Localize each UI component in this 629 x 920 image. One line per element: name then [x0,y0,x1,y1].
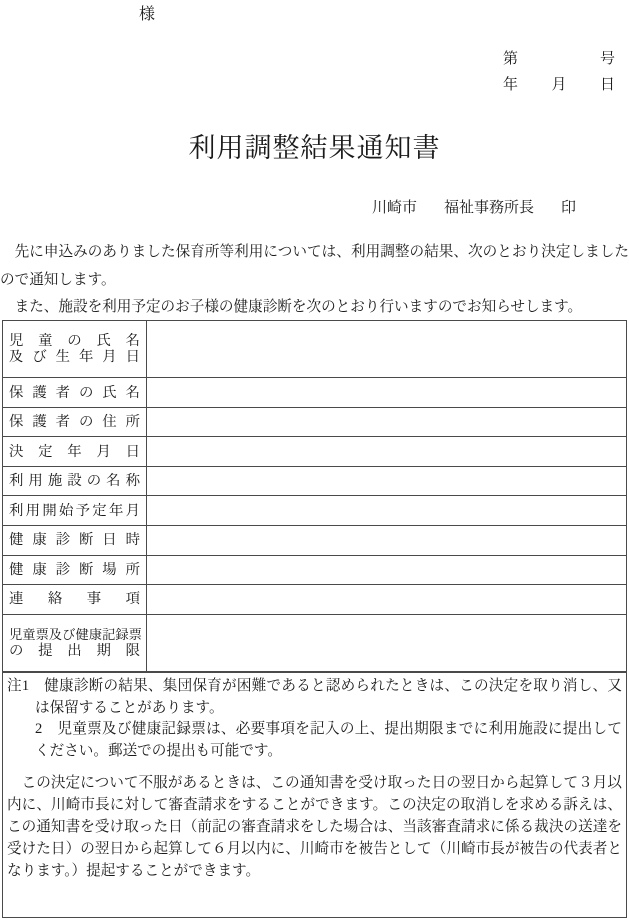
row-value [147,407,627,437]
date-month-label: 月 [551,77,567,93]
row-value [147,614,627,671]
row-label-line: の提出期限 [9,642,140,659]
row-value [147,378,627,408]
row-label-line: 連絡事項 [9,591,140,608]
row-label-line: 保護者の氏名 [9,384,140,401]
row-label-line: 及び生年月日 [9,349,140,366]
form-table-body [3,321,627,672]
table-row [3,585,627,615]
row-label-line: 児童の氏名 [9,333,140,350]
row-label [3,555,147,585]
addressee-suffix: 様 [139,6,156,23]
table-row [3,555,627,585]
row-value [147,496,627,526]
doc-number-date-block [503,46,615,98]
row-value [147,555,627,585]
date-year-label: 年 [503,77,519,93]
row-label [3,585,147,615]
intro-paragraph-2: また、施設を利用予定のお子様の健康診断を次のとおり行いますのでお知らせします。 [14,299,583,315]
row-value [147,525,627,555]
doc-number-suffix: 号 [599,51,615,67]
table-row [3,407,627,437]
row-label [3,407,147,437]
row-label [3,496,147,526]
row-value [147,321,627,378]
date-line [503,72,615,98]
note-2-text: 児童票及び健康記録票は、必要事項を記入の上、提出期限までに利用施設に提出してください。郵送での提出も可能です。 [35,721,622,759]
notes-box [2,672,627,918]
appeal-paragraph: この決定について不服があるときは、この通知書を受け取った日の翌日から起算して３月以内に、川崎市長に対して審査請求をすることができます。この決定の取消しを求める訴えは、この通知書を受け取った日（前記の審査請求をした場合は、当該審査請求に係る裁決の送達を受けた日）の翌日から起算して６月以内に、川崎市を被告として（川崎市長が被告の代表者となります。）提起することができます。 [7,775,622,879]
table-row [3,321,627,378]
sender-seal-label: 印 [560,200,576,216]
date-day-label: 日 [599,77,615,93]
table-row [3,466,627,496]
row-label [3,614,147,671]
table-row [3,437,627,467]
table-row [3,496,627,526]
row-label [3,321,147,378]
row-label [3,525,147,555]
row-label-line: 決定年月日 [9,443,140,460]
note-2-number: 2 [35,721,58,737]
row-label-line: 健康診断日時 [9,532,140,549]
row-value [147,585,627,615]
sender-office: 福祉事務所長 [443,200,534,216]
note-1 [7,676,622,719]
row-label [3,378,147,408]
table-row [3,378,627,408]
row-label-line: 児童票及び健康記録票 [9,626,142,642]
page-title: 利用調整結果通知書 [188,133,441,163]
sender-line [372,196,576,217]
form-table [2,320,627,672]
row-label [3,437,147,467]
row-value [147,437,627,467]
row-label-line: 利用開始予定年月 [9,502,140,519]
doc-number-prefix: 第 [503,51,519,67]
row-label [3,466,147,496]
note-2 [7,719,622,762]
row-label-line: 保護者の住所 [9,414,140,431]
table-row [3,614,627,671]
intro-paragraph-1: 先に申込みのありました保育所等利用については、利用調整の結果、次のとおり決定しましたので通知します。 [0,244,629,288]
doc-number-line [503,46,615,72]
note-1-number: 注1 [7,678,45,694]
table-row [3,525,627,555]
row-label-line: 利用施設の名称 [9,473,140,490]
note-1-text: 健康診断の結果、集団保育が困難であると認められたときは、この決定を取り消し、又は保留することがあります。 [35,678,622,716]
row-value [147,466,627,496]
sender-city: 川崎市 [372,200,418,216]
row-label-line: 健康診断場所 [9,561,140,578]
